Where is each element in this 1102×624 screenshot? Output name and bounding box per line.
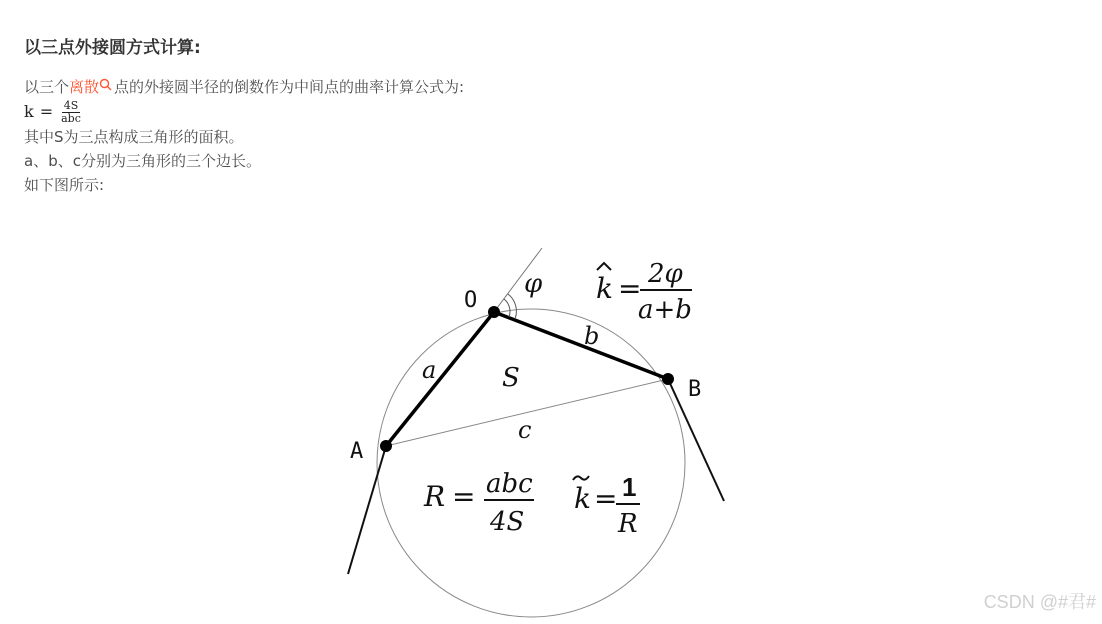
- k-tilde-symbol: k: [574, 482, 591, 515]
- formula-denominator: abc: [61, 111, 81, 125]
- intro-prefix: 以三个: [24, 78, 70, 96]
- r-formula-numerator: abc: [486, 469, 533, 499]
- label-point-o: O: [464, 288, 478, 313]
- label-point-a: A: [350, 439, 364, 464]
- k-hat-numerator: 2φ: [648, 259, 683, 289]
- k-tilde-equals: =: [594, 482, 618, 515]
- section-heading: 以三点外接圆方式计算:: [24, 38, 201, 58]
- circumcircle-diagram: [330, 206, 750, 620]
- formula-equals: =: [39, 102, 54, 121]
- r-formula-lhs: R: [424, 480, 446, 513]
- intro-paragraph: [24, 74, 1074, 99]
- k-hat-symbol: k: [596, 272, 613, 305]
- formula-fraction: [59, 100, 83, 125]
- circumcircle-figure: [330, 206, 750, 620]
- k-tilde-denominator: R: [618, 509, 638, 539]
- intro-suffix: 点的外接圆半径的倒数作为中间点的曲率计算公式为:: [114, 78, 465, 96]
- vertex-o: [488, 306, 500, 318]
- tilde-accent: [573, 476, 589, 480]
- k-hat-denominator: a+b: [638, 295, 692, 325]
- vertex-a: [380, 440, 392, 452]
- article-body: [24, 36, 1074, 197]
- extension-line-a: [348, 446, 386, 574]
- keyword-link-label[interactable]: 离散: [69, 78, 100, 96]
- vertex-b: [662, 373, 674, 385]
- k-tilde-numerator: 1: [622, 472, 637, 502]
- label-point-b: B: [688, 377, 702, 402]
- angle-arc-inner: [504, 299, 510, 317]
- label-side-b: b: [584, 322, 600, 350]
- keyword-link[interactable]: [69, 78, 114, 96]
- formula-lhs: k: [24, 102, 34, 121]
- curvature-formula: [24, 99, 1074, 125]
- r-formula-equals: =: [452, 480, 476, 513]
- r-formula-denominator: 4S: [490, 507, 525, 537]
- formula-numerator: 4S: [63, 98, 79, 112]
- csdn-watermark: CSDN @#君#: [983, 592, 1096, 612]
- sides-description: a、b、c分别为三角形的三个边长。: [24, 152, 261, 170]
- hat-accent: [597, 263, 611, 270]
- label-side-c: c: [518, 416, 532, 444]
- area-description: 其中S为三点构成三角形的面积。: [24, 128, 244, 146]
- search-icon[interactable]: [99, 74, 112, 98]
- label-area-s: S: [502, 363, 520, 393]
- figure-caption: 如下图所示:: [24, 176, 105, 194]
- k-hat-equals: =: [618, 272, 642, 305]
- label-angle-phi: φ: [524, 269, 543, 299]
- label-side-a: a: [422, 356, 437, 384]
